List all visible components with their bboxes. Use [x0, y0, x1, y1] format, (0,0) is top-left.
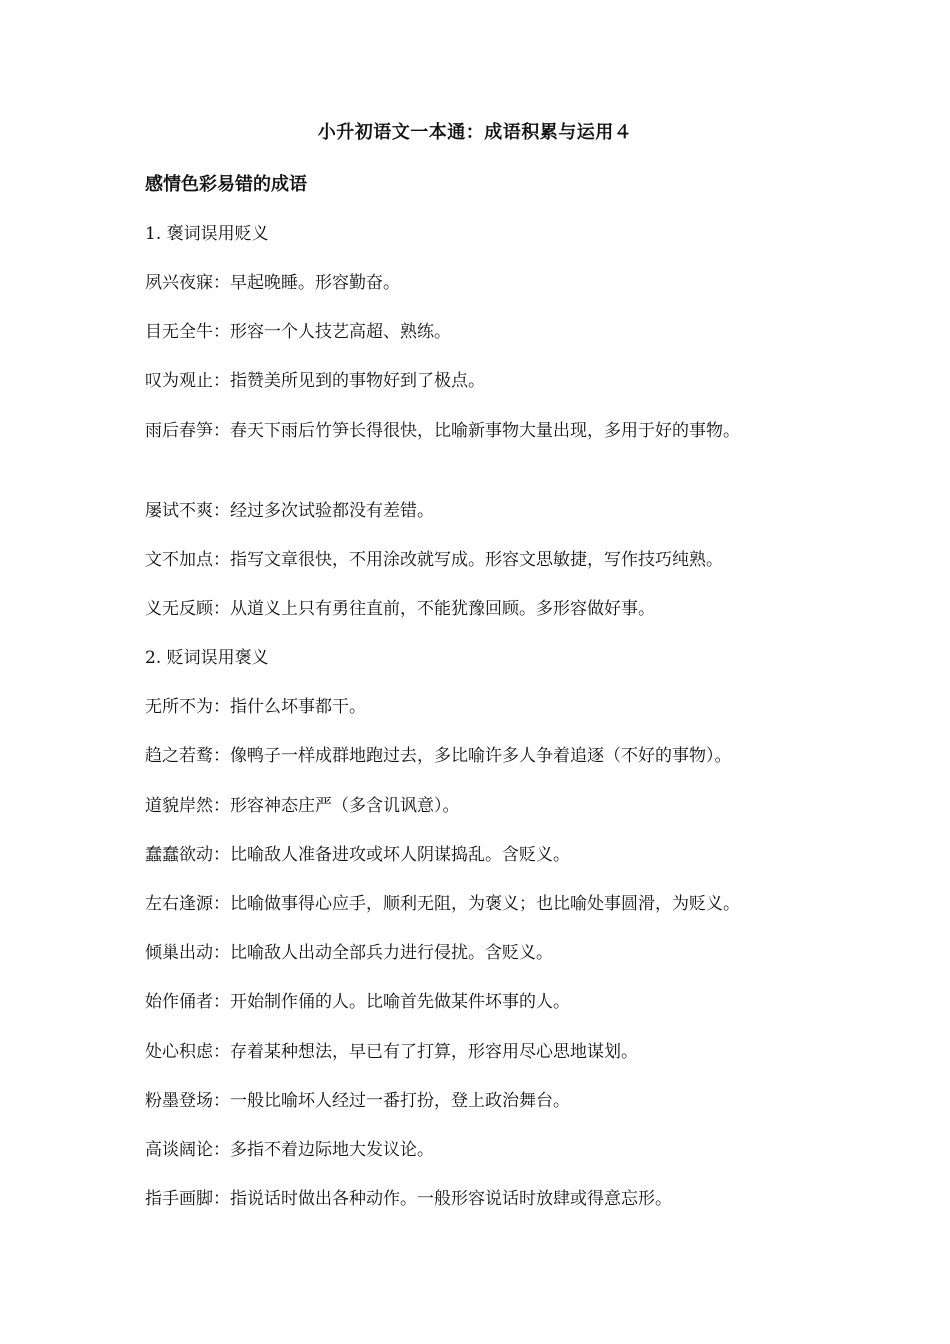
separator: ：: [213, 697, 230, 717]
idiom-definition: 比喻敌人出动全部兵力进行侵扰。含贬义。: [230, 943, 553, 963]
idiom-entry: [145, 496, 434, 521]
idiom-term: 雨后春笋: [145, 421, 213, 441]
separator: ：: [213, 599, 230, 619]
idiom-entry: [145, 987, 570, 1012]
idiom-term: 始作俑者: [145, 992, 213, 1012]
idiom-definition: 春天下雨后竹笋长得很快，比喻新事物大量出现，多用于好的事物。: [230, 421, 740, 441]
separator: ：: [213, 746, 230, 766]
idiom-entry: [145, 594, 655, 619]
idiom-term: 道貌岸然: [145, 796, 213, 816]
idiom-definition: 指什么坏事都干。: [230, 697, 366, 717]
idiom-entry: [145, 1086, 570, 1111]
separator: ：: [213, 845, 230, 865]
separator: ：: [213, 894, 230, 914]
separator: ：: [213, 796, 230, 816]
separator: ：: [213, 1091, 230, 1111]
idiom-term: 粉墨登场: [145, 1091, 213, 1111]
separator: ：: [213, 1140, 230, 1160]
idiom-entry: [145, 366, 485, 391]
idiom-term: 蠢蠢欲动: [145, 845, 213, 865]
idiom-entry: [145, 938, 553, 963]
idiom-definition: 像鸭子一样成群地跑过去，多比喻许多人争着追逐（不好的事物）。: [230, 746, 732, 766]
idiom-definition: 经过多次试验都没有差错。: [230, 501, 434, 521]
idiom-term: 叹为观止: [145, 371, 213, 391]
idiom-definition: 指说话时做出各种动作。一般形容说话时放肆或得意忘形。: [230, 1189, 672, 1209]
idiom-entry: [145, 1037, 638, 1062]
idiom-definition: 早起晚睡。形容勤奋。: [230, 273, 400, 293]
group2-heading: 2. 贬词误用褒义: [145, 648, 269, 668]
separator: ：: [213, 273, 230, 293]
idiom-term: 左右逢源: [145, 894, 213, 914]
idiom-term: 义无反顾: [145, 599, 213, 619]
idiom-entry: [145, 692, 366, 717]
idiom-entry: [145, 791, 460, 816]
idiom-term: 目无全牛: [145, 322, 213, 342]
idiom-entry: [145, 889, 740, 914]
idiom-term: 屡试不爽: [145, 501, 213, 521]
idiom-definition: 指赞美所见到的事物好到了极点。: [230, 371, 485, 391]
idiom-definition: 多指不着边际地大发议论。: [230, 1140, 434, 1160]
separator: ：: [213, 501, 230, 521]
idiom-term: 无所不为: [145, 697, 213, 717]
idiom-entry: [145, 317, 451, 342]
idiom-definition: 开始制作俑的人。比喻首先做某件坏事的人。: [230, 992, 570, 1012]
separator: ：: [213, 322, 230, 342]
idiom-term: 趋之若鹜: [145, 746, 213, 766]
separator: ：: [213, 1042, 230, 1062]
idiom-entry: [145, 545, 723, 570]
separator: ：: [213, 1189, 230, 1209]
separator: ：: [213, 550, 230, 570]
idiom-definition: 形容一个人技艺高超、熟练。: [230, 322, 451, 342]
idiom-entry: [145, 1184, 672, 1209]
idiom-definition: 形容神态庄严（多含讥讽意）。: [230, 796, 460, 816]
idiom-term: 夙兴夜寐: [145, 273, 213, 293]
idiom-entry: [145, 840, 570, 865]
idiom-entry: [145, 741, 732, 766]
page-title: 小升初语文一本通：成语积累与运用４: [317, 122, 633, 143]
idiom-term: 倾巢出动: [145, 943, 213, 963]
idiom-definition: 比喻做事得心应手，顺利无阻，为褒义；也比喻处事圆滑，为贬义。: [230, 894, 740, 914]
section-heading: 感情色彩易错的成语: [145, 174, 307, 195]
separator: ：: [213, 421, 230, 441]
idiom-entry: [145, 268, 400, 293]
separator: ：: [213, 371, 230, 391]
idiom-definition: 存着某种想法，早已有了打算，形容用尽心思地谋划。: [230, 1042, 638, 1062]
idiom-definition: 指写文章很快，不用涂改就写成。形容文思敏捷，写作技巧纯熟。: [230, 550, 723, 570]
separator: ：: [213, 943, 230, 963]
group1-heading: 1. 褒词误用贬义: [145, 224, 269, 244]
idiom-definition: 一般比喻坏人经过一番打扮，登上政治舞台。: [230, 1091, 570, 1111]
idiom-term: 处心积虑: [145, 1042, 213, 1062]
idiom-term: 高谈阔论: [145, 1140, 213, 1160]
separator: ：: [213, 992, 230, 1012]
idiom-definition: 比喻敌人准备进攻或坏人阴谋捣乱。含贬义。: [230, 845, 570, 865]
idiom-entry: [145, 1135, 434, 1160]
idiom-definition: 从道义上只有勇往直前，不能犹豫回顾。多形容做好事。: [230, 599, 655, 619]
idiom-entry: [145, 416, 740, 441]
idiom-term: 文不加点: [145, 550, 213, 570]
idiom-term: 指手画脚: [145, 1189, 213, 1209]
